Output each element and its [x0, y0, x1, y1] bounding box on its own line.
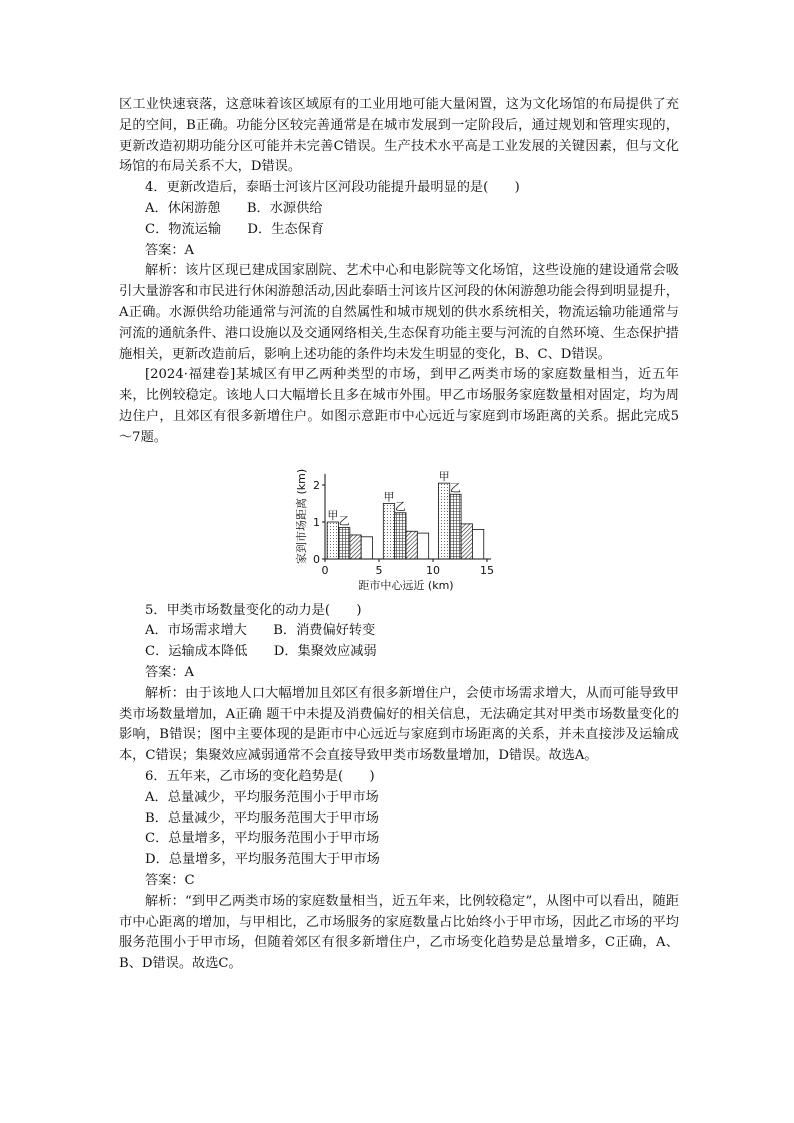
- x-tick-label: 5: [375, 563, 383, 577]
- bar-label: 乙: [338, 514, 350, 528]
- question-5-options-ab: A．市场需求增大 B．消费偏好转变: [145, 623, 376, 639]
- bar: [350, 534, 361, 558]
- bar: [361, 536, 372, 558]
- y-axis-label: 家到市场距离 (km): [295, 468, 308, 564]
- y-tick-label: 2: [313, 478, 320, 492]
- question-4: 4．更新改造后，泰晤士河该片区河段功能提升最明显的是( ): [145, 180, 520, 196]
- x-ticks-layer: [322, 559, 495, 577]
- bar: [383, 503, 394, 559]
- y-ticks-layer: [313, 479, 325, 566]
- bar: [406, 531, 417, 559]
- question-4-answer: 答案：A: [145, 242, 195, 258]
- bar-label: 甲: [383, 490, 395, 504]
- bar-label: 乙: [449, 480, 461, 494]
- x-axis-label: 距市中心远近 (km): [358, 578, 454, 592]
- question-6-answer: 答案：C: [145, 872, 195, 888]
- question-group-intro: [2024·福建卷]某城区有甲乙两种类型的市场，到甲乙两类市场的家庭数量相当，近五年来，比例较稳定。该地人口大幅增长且多在城市外围。甲乙市场服务家庭数量相对固定，均为周边住户，且郊区有很多新增住户。如图示意距市中心远近与家庭到市场距离的关系。据此完成5～7题。: [119, 367, 679, 445]
- y-tick-label: 1: [313, 515, 320, 529]
- question-5: 5．甲类市场数量变化的动力是( ): [145, 602, 362, 618]
- question-6-option-b: B．总量减少，平均服务范围大于甲市场: [145, 810, 379, 826]
- bar: [472, 529, 483, 559]
- question-6: 6．五年来，乙市场的变化趋势是( ): [145, 768, 375, 784]
- bar-label: 甲: [438, 469, 450, 483]
- bar: [395, 512, 406, 558]
- question-6-option-c: C．总量增多，平均服务范围小于甲市场: [145, 831, 380, 847]
- bar: [450, 494, 461, 559]
- question-6-option-d: D．总量增多，平均服务范围大于甲市场: [145, 852, 380, 868]
- market-distance-chart: [269, 453, 519, 593]
- bar: [339, 527, 350, 558]
- question-4-analysis: 解析：该片区现已建成国家剧院、艺术中心和电影院等文化场馆，这些设施的建设通常会吸引大量游客和市民进行休闲游憩活动,因此泰晤士河该片区河段的休闲游憩功能会得到明显提升，A正确。水源供给功能通常与河流的自然属性和城市规划的供水系统相关，物流运输功能通常与河流的通航条件、港口设施以及交通网络相关,生态保育功能主要与河流的自然环境、生态保护措施相关，更新改造前后，影响上述功能的条件均未发生明显的变化，B、C、D错误。: [119, 263, 679, 362]
- x-tick-label: 10: [426, 563, 440, 577]
- question-6-analysis: 解析：“到甲乙两类市场的家庭数量相当，近五年来，比例较稳定”，从图中可以看出，随距市中心距离的增加，与甲相比，乙市场服务的家庭数量占比始终小于甲市场，因此乙市场的平均服务范围小于甲市场，但随着郊区有很多新增住户，乙市场变化趋势是总量增多，C正确，A、B、D错误。故选C。: [119, 893, 679, 972]
- bars-layer: [327, 480, 484, 559]
- y-tick-label: 0: [313, 552, 320, 566]
- question-5-options-cd: C．运输成本降低 D．集聚效应减弱: [145, 644, 377, 660]
- bar: [417, 533, 428, 559]
- document-page: [119, 95, 679, 975]
- bar: [327, 522, 338, 559]
- question-4-options-cd: C．物流运输 D．生态保育: [145, 221, 324, 237]
- bar: [438, 483, 449, 559]
- question-5-answer: 答案：A: [145, 664, 195, 680]
- question-5-analysis: 解析：由于该地人口大幅增加且郊区有很多新增住户，会使市场需求增大，从而可能导致甲类市场数量增加，A正确 题干中未提及消费偏好的相关信息，无法确定其对甲类市场数量变化的影响，B错误；图中主要体现的是距市中心远近与家庭到市场距离的关系，并未直接涉及运输成本，C错误；集聚效应减弱通常不会直接导致甲类市场数量增加，D错误。故选A。: [119, 685, 679, 764]
- question-4-options-ab: A．休闲游憩 B．水源供给: [145, 200, 323, 216]
- x-tick-label: 15: [480, 563, 494, 577]
- bar-label: 甲: [327, 508, 339, 522]
- bar-label: 乙: [394, 499, 406, 513]
- bar: [461, 523, 472, 558]
- x-tick-label: 0: [321, 563, 329, 577]
- question-6-option-a: A．总量减少，平均服务范围小于甲市场: [145, 789, 379, 805]
- paragraph-q3-analysis-cont: 区工业快速衰落，这意味着该区域原有的工业用地可能大量闲置，这为文化场馆的布局提供了充足的空间，B正确。功能分区较完善通常是在城市发展到一定阶段后，通过规划和管理实现的，更新改造初期功能分区可能并未完善C错误。生产技术水平高是工业发展的关键因素，但与文化场馆的布局关系不大，D错误。: [119, 97, 679, 175]
